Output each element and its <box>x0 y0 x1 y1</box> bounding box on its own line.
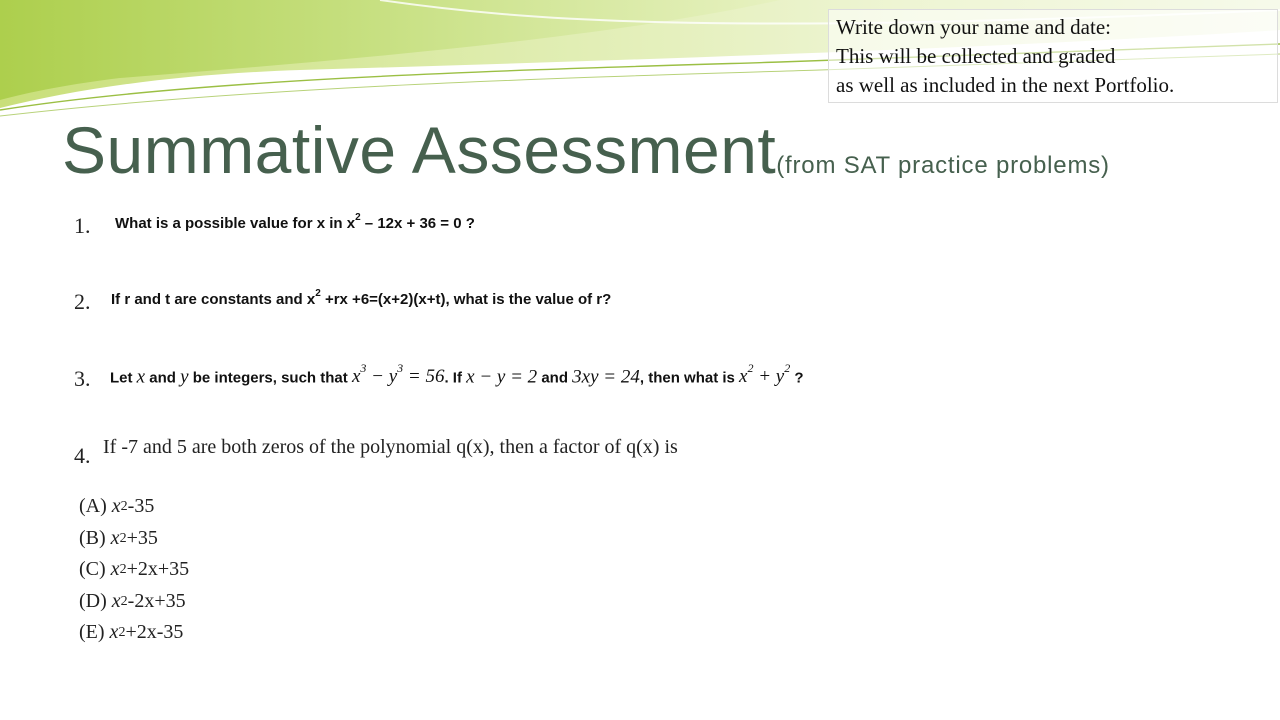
equation-cubes: $x^3 - y^3 = 56$ <box>351 361 445 388</box>
equation-product: 3xy = 24 <box>572 366 640 388</box>
notice-line-2: This will be collected and graded <box>836 44 1116 68</box>
grading-notice <box>828 9 1278 103</box>
equation-difference: x − y = 2 <box>466 366 538 388</box>
choice-c: (C) $x^2+2x+35$ <box>79 558 190 580</box>
title-main: Summative Assessment <box>62 113 777 187</box>
expression-sum-squares: $x^2 + y^2$ <box>739 361 791 388</box>
question-2-number: 2. <box>74 289 91 314</box>
question-1-number: 1. <box>74 213 91 238</box>
choice-d: (D) $x^2-2x+35$ <box>79 589 186 612</box>
page-title <box>62 112 1110 188</box>
question-3-text: Let x and y be integers, such that $x^3 - y^3 = 56$. If x − y = 2 and 3xy = 24, then what is $x^2 + y^2$ ? <box>110 361 804 388</box>
notice-line-3: as well as included in the next Portfolio. <box>836 73 1175 97</box>
answer-choices <box>79 492 189 650</box>
title-subtitle: (from SAT practice problems) <box>776 152 1110 179</box>
question-3-number: 3. <box>74 366 91 391</box>
notice-line-1: Write down your name and date: <box>836 15 1111 39</box>
question-4-number: 4. <box>74 443 91 468</box>
choice-b: (B) $x^2+35$ <box>79 526 158 549</box>
choice-e: (E) $x^2+2x-35$ <box>79 621 184 643</box>
choice-a: (A) $x^2-35$ <box>79 495 155 517</box>
question-4-text: If -7 and 5 are both zeros of the polynomial q(x), then a factor of q(x) is <box>103 436 678 458</box>
question-1-text: What is a possible value for x in $x^2 - 12x + 36 = 0$ ? <box>115 212 475 232</box>
question-2-text: If r and t are constants and $x^2 +rx +6=(x+2)(x+t)$, what is the value of r? <box>111 288 612 308</box>
